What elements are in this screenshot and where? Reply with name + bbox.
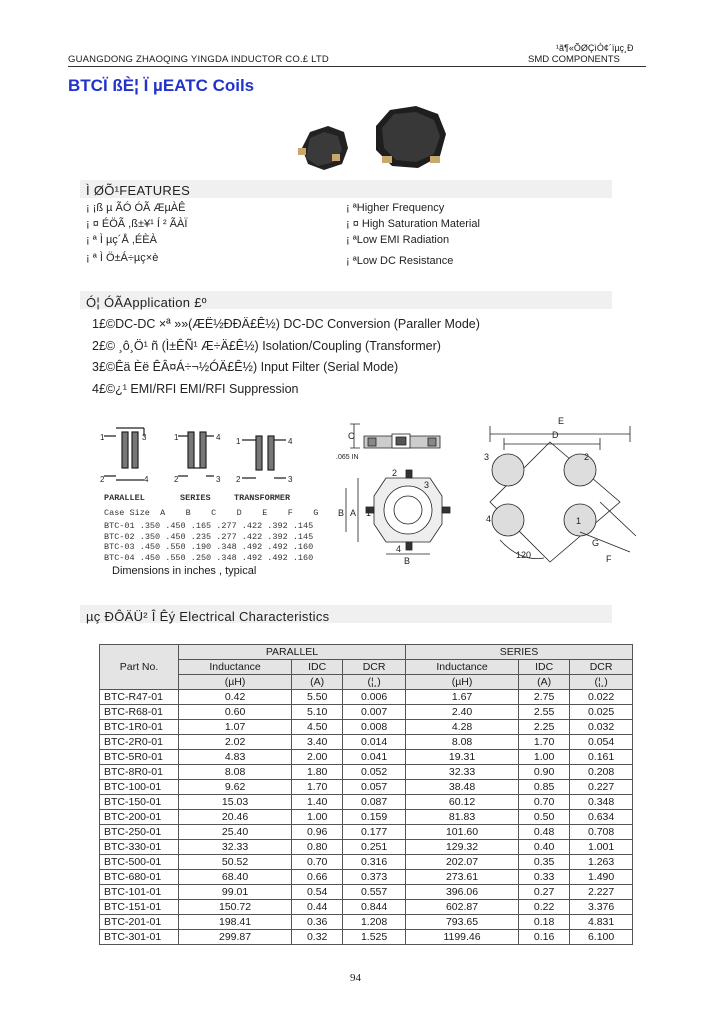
group-series: SERIES (405, 645, 632, 660)
dim-cell: .550 (165, 552, 186, 563)
pin-label: 1 (576, 516, 582, 526)
company-name: GUANGDONG ZHAOQING YINGDA INDUCTOR CO.£ LTD (68, 54, 329, 65)
pin-label: 4 (396, 544, 402, 554)
dim-pin-offset: .065 IN (336, 454, 359, 461)
pin-label: 1 (366, 508, 372, 518)
value-cell: 0.50 (519, 810, 570, 825)
dim-cell: BTC-03 (104, 542, 135, 552)
dim-header-b: B (185, 508, 191, 518)
value-cell: 4.50 (292, 720, 343, 735)
value-cell: 198.41 (179, 915, 292, 930)
application-heading: Ó¦ ÓÃApplication £º (86, 295, 207, 310)
value-cell: 3.40 (292, 735, 343, 750)
pin-label: 4 (288, 437, 293, 446)
dim-cell: .145 (292, 521, 314, 531)
table-row (100, 750, 633, 765)
small-coil-image (298, 126, 348, 170)
dim-cell: .160 (292, 542, 314, 552)
value-cell: 20.46 (179, 810, 292, 825)
dim-header-g: G (313, 508, 319, 518)
dim-row (104, 553, 313, 564)
table-row (100, 885, 633, 900)
dim-cell: .492 (241, 552, 263, 563)
value-cell: 19.31 (405, 750, 518, 765)
value-cell: 0.177 (343, 825, 406, 840)
table-row (100, 900, 633, 915)
col-idc-parallel: IDC (292, 660, 343, 675)
value-cell: 0.161 (570, 750, 633, 765)
value-cell: 1.263 (570, 855, 633, 870)
value-cell: 2.02 (179, 735, 292, 750)
value-cell: 0.159 (343, 810, 406, 825)
value-cell: 0.85 (519, 780, 570, 795)
features-heading: Ì ØÕ¹FEATURES (86, 183, 191, 198)
value-cell: 150.72 (179, 900, 292, 915)
value-cell: 0.90 (519, 765, 570, 780)
dim-cell: .160 (292, 552, 314, 563)
dim-label-e: E (558, 416, 565, 426)
dim-rows (104, 521, 313, 563)
value-cell: 4.28 (405, 720, 518, 735)
pin-label: 4 (486, 514, 492, 524)
group-parallel: PARALLEL (179, 645, 406, 660)
part-number-cell: BTC-5R0-01 (100, 750, 179, 765)
value-cell: 2.75 (519, 690, 570, 705)
dim-cell: .422 (241, 521, 263, 531)
dim-cell: .492 (267, 552, 288, 563)
value-cell: 32.33 (405, 765, 518, 780)
part-number-cell: BTC-1R0-01 (100, 720, 179, 735)
feature-cn-2: ¡ ¤ ÉÖÃ ,ß±¥¹ Í ² ÃÀÏ (86, 218, 188, 230)
value-cell: 1.70 (292, 780, 343, 795)
value-cell: 0.032 (570, 720, 633, 735)
feature-cn-4: ¡ ª Ì Ö±Á÷µç×è (86, 252, 159, 264)
value-cell: 1199.46 (405, 930, 518, 945)
dim-header-e: E (262, 508, 268, 518)
value-cell: 1.525 (343, 930, 406, 945)
value-cell: 2.40 (405, 705, 518, 720)
pin-label: 1 (174, 433, 179, 442)
category-label: SMD COMPONENTS (528, 54, 620, 65)
electrical-heading: µç ÐÔÄÜ² Î Êý Electrical Characteristics (86, 609, 330, 624)
table-row (100, 780, 633, 795)
table-row (100, 840, 633, 855)
dim-label-f: F (606, 554, 612, 564)
dim-label-c: C (348, 431, 355, 441)
table-row (100, 690, 633, 705)
application-item-3: 3£©Êä Èë ÊÂ¤Á÷¬½ÓÄ£Ê½) Input Filter (Serial Mode) (92, 360, 399, 374)
header-divider (68, 66, 646, 67)
dim-label-b-bottom: B (404, 556, 411, 566)
dim-cell: .450 (139, 542, 161, 552)
value-cell: 0.18 (519, 915, 570, 930)
value-cell: 8.08 (405, 735, 518, 750)
part-number-cell: BTC-250-01 (100, 825, 179, 840)
dim-cell: .450 (165, 521, 186, 531)
col-dcr-parallel: DCR (343, 660, 406, 675)
col-inductance-parallel: Inductance (179, 660, 292, 675)
application-item-1: 1£©DC-DC ×ª »»(ÆË½ÐÐÄ£Ê½) DC-DC Conversion (Paraller Mode) (92, 317, 480, 331)
dim-cell: .348 (216, 552, 237, 563)
dim-cell: .550 (165, 542, 186, 552)
col-dcr-series: DCR (570, 660, 633, 675)
value-cell: 0.025 (570, 705, 633, 720)
dim-header-f: F (287, 508, 293, 518)
series-schematic (178, 432, 214, 476)
value-cell: 4.83 (179, 750, 292, 765)
value-cell: 25.40 (179, 825, 292, 840)
feature-en-3: ¡ ªLow EMI Radiation (346, 234, 450, 246)
product-photo (290, 106, 460, 178)
value-cell: 0.014 (343, 735, 406, 750)
table-row (100, 705, 633, 720)
mechanical-drawing (330, 412, 460, 572)
value-cell: 4.831 (570, 915, 633, 930)
value-cell: 6.100 (570, 930, 633, 945)
value-cell: 8.08 (179, 765, 292, 780)
value-cell: 0.057 (343, 780, 406, 795)
value-cell: 0.227 (570, 780, 633, 795)
dim-cell: .450 (139, 552, 161, 563)
value-cell: 0.36 (292, 915, 343, 930)
pin-label: 1 (100, 433, 105, 442)
dim-header-row (104, 508, 318, 518)
table-row (100, 735, 633, 750)
col-idc-series: IDC (519, 660, 570, 675)
dim-label-g: G (592, 538, 600, 548)
unit-idc: (A) (519, 675, 570, 690)
value-cell: 0.48 (519, 825, 570, 840)
value-cell: 602.87 (405, 900, 518, 915)
value-cell: 396.06 (405, 885, 518, 900)
value-cell: 0.66 (292, 870, 343, 885)
pin-label: 4 (216, 433, 221, 442)
value-cell: 1.70 (519, 735, 570, 750)
value-cell: 81.83 (405, 810, 518, 825)
part-number-cell: BTC-301-01 (100, 930, 179, 945)
table-row (100, 855, 633, 870)
value-cell: 15.03 (179, 795, 292, 810)
large-coil-image (376, 106, 446, 168)
value-cell: 0.052 (343, 765, 406, 780)
value-cell: 299.87 (179, 930, 292, 945)
value-cell: 0.60 (179, 705, 292, 720)
feature-cn-3: ¡ ª Ì µç´Å ,ÉÈÀ (86, 234, 157, 246)
feature-cn-1: ¡ ¡ß µ ÃÓ ÓÃ ÆµÀÊ (86, 202, 186, 214)
pin-label: 2 (100, 475, 105, 484)
dim-cell: .250 (190, 552, 212, 563)
electrical-table (99, 644, 633, 945)
dim-cell: .392 (267, 531, 288, 542)
dim-row (104, 521, 313, 532)
value-cell: 1.40 (292, 795, 343, 810)
footprint-drawing (480, 412, 640, 582)
dim-header-c: C (211, 508, 217, 518)
value-cell: 0.22 (519, 900, 570, 915)
value-cell: 0.208 (570, 765, 633, 780)
pin-label: 3 (216, 475, 221, 484)
dim-cell: .422 (241, 531, 263, 542)
part-number-cell: BTC-500-01 (100, 855, 179, 870)
value-cell: 0.007 (343, 705, 406, 720)
feature-en-2: ¡ ¤ High Saturation Material (346, 218, 480, 230)
parallel-schematic (104, 428, 144, 480)
value-cell: 0.44 (292, 900, 343, 915)
unit-inductance: (µH) (179, 675, 292, 690)
dim-cell: .277 (216, 521, 237, 531)
value-cell: 0.40 (519, 840, 570, 855)
dim-label-d: D (552, 430, 559, 440)
pin-label: 2 (174, 475, 179, 484)
value-cell: 0.373 (343, 870, 406, 885)
dim-cell: .190 (190, 542, 212, 552)
dim-cell: BTC-01 (104, 521, 135, 531)
dim-cell: .165 (190, 521, 212, 531)
unit-inductance: (µH) (405, 675, 518, 690)
col-inductance-series: Inductance (405, 660, 518, 675)
value-cell: 1.80 (292, 765, 343, 780)
schematic-diagrams (96, 420, 308, 492)
pin-label: 1 (236, 437, 241, 446)
value-cell: 0.708 (570, 825, 633, 840)
value-cell: 0.70 (519, 795, 570, 810)
pin-label: 3 (288, 475, 293, 484)
value-cell: 0.251 (343, 840, 406, 855)
transformer-schematic (242, 436, 286, 478)
value-cell: 0.087 (343, 795, 406, 810)
table-group-header (100, 645, 633, 660)
pin-label: 4 (144, 475, 149, 484)
pin-label: 3 (142, 433, 147, 442)
page-number: 94 (350, 972, 361, 984)
value-cell: 5.50 (292, 690, 343, 705)
dim-header-d: D (236, 508, 242, 518)
dim-cell: .277 (216, 531, 237, 542)
value-cell: 2.55 (519, 705, 570, 720)
table-row (100, 870, 633, 885)
value-cell: 0.316 (343, 855, 406, 870)
value-cell: 1.67 (405, 690, 518, 705)
dim-header-case: Case Size (104, 508, 150, 518)
value-cell: 2.00 (292, 750, 343, 765)
application-item-2: 2£© ¸ô¸Ö¹ ñ (Ì±ÊÑ¹ Æ÷Ä£Ê½) Isolation/Coupling (Transformer) (92, 339, 441, 353)
value-cell: 101.60 (405, 825, 518, 840)
table-column-header (100, 660, 633, 675)
pin-label: 3 (484, 452, 490, 462)
value-cell: 0.42 (179, 690, 292, 705)
value-cell: 0.35 (519, 855, 570, 870)
part-number-cell: BTC-R68-01 (100, 705, 179, 720)
value-cell: 0.80 (292, 840, 343, 855)
value-cell: 2.227 (570, 885, 633, 900)
dim-cell: .492 (241, 542, 263, 552)
value-cell: 50.52 (179, 855, 292, 870)
company-name-cn: ¹ã¶«ÕØÇìÓ¢´ïµç¸Ð (556, 43, 634, 53)
dim-cell: .450 (165, 531, 186, 542)
dim-cell: .350 (139, 531, 161, 542)
angle-label: 120 (516, 550, 532, 560)
part-number-cell: BTC-101-01 (100, 885, 179, 900)
value-cell: 3.376 (570, 900, 633, 915)
value-cell: 0.27 (519, 885, 570, 900)
dim-cell: .492 (267, 542, 288, 552)
dim-note: Dimensions in inches , typical (112, 565, 257, 577)
dim-cell: .145 (292, 531, 314, 542)
value-cell: 1.00 (519, 750, 570, 765)
dim-cell: .350 (139, 521, 161, 531)
value-cell: 0.348 (570, 795, 633, 810)
value-cell: 0.634 (570, 810, 633, 825)
transformer-label: TRANSFORMER (234, 493, 291, 503)
dim-label-b: B (338, 508, 345, 518)
table-row (100, 825, 633, 840)
value-cell: 0.54 (292, 885, 343, 900)
part-number-cell: BTC-100-01 (100, 780, 179, 795)
table-row (100, 915, 633, 930)
value-cell: 129.32 (405, 840, 518, 855)
page-title: BTCÏ ßÈ¦ Ï µEATC Coils (68, 76, 255, 95)
pin-label: 2 (236, 475, 241, 484)
value-cell: 0.844 (343, 900, 406, 915)
dim-cell: .348 (216, 542, 237, 552)
part-number-cell: BTC-680-01 (100, 870, 179, 885)
pin-label: 3 (424, 480, 430, 490)
table-row (100, 930, 633, 945)
part-number-cell: BTC-150-01 (100, 795, 179, 810)
value-cell: 1.490 (570, 870, 633, 885)
dim-cell: .392 (267, 521, 288, 531)
dim-label-a: A (350, 508, 357, 518)
value-cell: 0.32 (292, 930, 343, 945)
value-cell: 202.07 (405, 855, 518, 870)
feature-en-1: ¡ ªHigher Frequency (346, 202, 445, 214)
part-number-cell: BTC-151-01 (100, 900, 179, 915)
part-number-cell: BTC-8R0-01 (100, 765, 179, 780)
value-cell: 273.61 (405, 870, 518, 885)
value-cell: 60.12 (405, 795, 518, 810)
unit-idc: (A) (292, 675, 343, 690)
value-cell: 1.001 (570, 840, 633, 855)
table-unit-header (100, 675, 633, 690)
table-row (100, 765, 633, 780)
table-row (100, 720, 633, 735)
application-item-4: 4£©¿¹ EMI/RFI EMI/RFI Suppression (92, 382, 299, 396)
dim-cell: BTC-02 (104, 531, 135, 542)
value-cell: 793.65 (405, 915, 518, 930)
pin-label: 2 (584, 452, 590, 462)
dim-row (104, 542, 313, 553)
part-number-cell: BTC-2R0-01 (100, 735, 179, 750)
value-cell: 5.10 (292, 705, 343, 720)
value-cell: 0.70 (292, 855, 343, 870)
feature-en-4: ¡ ªLow DC Resistance (346, 255, 454, 267)
value-cell: 1.208 (343, 915, 406, 930)
value-cell: 0.16 (519, 930, 570, 945)
value-cell: 0.557 (343, 885, 406, 900)
series-label: SERIES (180, 493, 211, 503)
col-part-no: Part No. (100, 645, 179, 690)
value-cell: 0.96 (292, 825, 343, 840)
part-number-cell: BTC-R47-01 (100, 690, 179, 705)
unit-dcr: (¦¸) (570, 675, 633, 690)
table-row (100, 795, 633, 810)
value-cell: 0.33 (519, 870, 570, 885)
value-cell: 1.07 (179, 720, 292, 735)
unit-dcr: (¦¸) (343, 675, 406, 690)
value-cell: 0.008 (343, 720, 406, 735)
dim-header-a: A (160, 508, 166, 518)
value-cell: 38.48 (405, 780, 518, 795)
dim-cell: .235 (190, 531, 212, 542)
value-cell: 68.40 (179, 870, 292, 885)
part-number-cell: BTC-200-01 (100, 810, 179, 825)
pin-label: 2 (392, 468, 398, 478)
dim-cell: BTC-04 (104, 552, 135, 563)
value-cell: 0.041 (343, 750, 406, 765)
value-cell: 0.022 (570, 690, 633, 705)
value-cell: 9.62 (179, 780, 292, 795)
value-cell: 32.33 (179, 840, 292, 855)
value-cell: 99.01 (179, 885, 292, 900)
part-number-cell: BTC-201-01 (100, 915, 179, 930)
dim-row (104, 532, 313, 543)
parallel-label: PARALLEL (104, 493, 145, 503)
value-cell: 1.00 (292, 810, 343, 825)
value-cell: 0.006 (343, 690, 406, 705)
part-number-cell: BTC-330-01 (100, 840, 179, 855)
value-cell: 0.054 (570, 735, 633, 750)
value-cell: 2.25 (519, 720, 570, 735)
table-row (100, 810, 633, 825)
